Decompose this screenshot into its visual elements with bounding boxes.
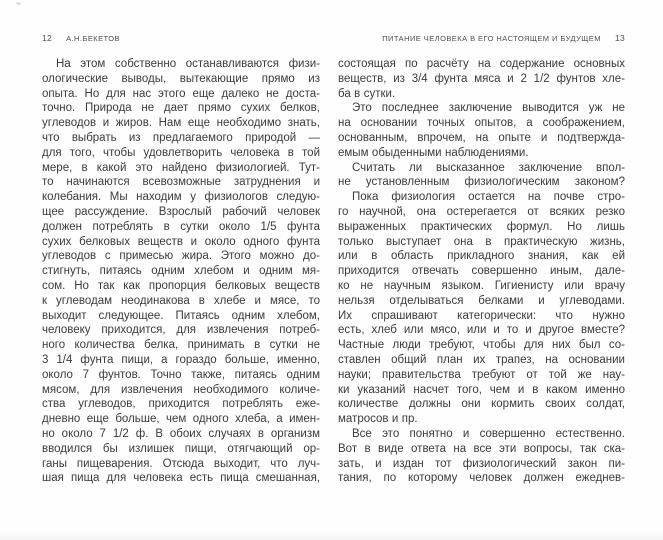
right-page-number: 13 [614,33,625,43]
text-line: щее рассуждение. Взрослый рабочий человек [42,205,320,218]
text-line: ного количества белка, принимать в сутки не [42,339,320,352]
text-line: ологические выводы, вытекающие прямо из [42,72,320,85]
text-line: На этом собственно останавливаются физи- [56,58,320,70]
text-line: есть, хлеб или мясо, или и то и другое вместе? [338,324,625,337]
text-line: емым обыденными наблюдениями. [338,146,529,159]
bottom-shadow-decoration [0,530,663,540]
text-line: Пока физиология остается на почве стро- [352,191,625,204]
text-line: к углеводам неодинакова в хлебе и мясе, то [42,294,320,307]
text-line: углеводов и жиров. Нам еще необходимо знать, [42,117,320,130]
text-line: колебания. Мы находим у физиологов следую- [42,191,320,204]
text-line: на основании точных опытов, а соображением, [338,117,625,130]
right-running-header [338,33,625,42]
left-page-number: 12 [42,33,53,43]
text-line: стигнуть, питаясь одним хлебом и одним мя- [42,265,320,278]
text-line: Их спрашивают категорически: что нужно [338,309,625,322]
text-line: матросов и пр. [338,413,418,426]
scan-speck-decoration [16,1,22,6]
text-line: ко не научным языком. Гигиенисту или врачу [338,279,625,292]
text-line: выраженных практических формул. Но лишь [338,220,625,233]
text-line: тания, по которому человек должен ежеднев- [338,472,625,485]
text-line: не установленным физиологическим законом? [338,176,625,189]
text-line: ства углеводов, приходится потреблять еже- [42,398,320,411]
text-line: количестве должны они кормить своих солдат, [338,398,625,411]
text-line: человеку приходится, для извлечения потреб- [42,324,320,337]
text-line: ки указаний насчет того, чем и в каком именно [338,383,625,396]
text-line: ганы пищеварения. Отсюда выходит, что луч- [42,457,320,470]
text-line: сом. Но так как пропорция белковых веществ [42,279,320,292]
text-line: вводился бы излишек пищи, отягчающий ор- [42,442,320,455]
left-running-title: А.Н.БЕКЕТОВ [66,34,120,43]
text-line: науки; правительства требуют от той же нау- [338,368,625,381]
right-running-title: ПИТАНИЕ ЧЕЛОВЕКА В ЕГО НАСТОЯЩЕМ И БУДУЩЕМ [382,34,601,43]
text-line: Вот в виде ответа на все эти вопросы, так ска- [338,442,625,455]
text-line: сухих белковых веществ и около одного фунта [42,235,320,248]
text-line: углеводов с примесью жира. Этого можно до- [42,250,320,263]
text-line: точно. Природа не дает прямо сухих белков, [42,102,320,115]
left-running-header [42,33,320,42]
text-line: мере, в какой это найдено физиологией. Тут- [42,161,320,174]
text-line: Частные люди требуют, чтобы для них был со- [338,339,625,352]
text-line: нельзя отделываться белками и углеводами. [338,294,625,307]
text-line: дневно еще больше, чем одного хлеба, а имен- [42,413,320,426]
text-line: выходит следующее. Питаясь одним хлебом, [42,309,320,322]
text-line: Это последнее заключение выводится уж не [352,102,625,115]
text-line: должен потреблять в сутки около 1/5 фунта [42,220,320,233]
text-line: только выступает она в практическую жизнь, [338,235,625,248]
text-line: Считать ли высказанное заключение впол- [352,161,625,174]
text-line: 3 1/4 фунта пищи, а гораздо больше, именно, [42,353,320,366]
text-line: ставлен общий план их трапез, на основании [338,353,625,366]
left-page-text [42,57,320,486]
text-line: Все это понятно и совершенно естественно. [352,427,625,440]
text-line: ба в сутки. [338,87,396,100]
text-line: опыта. Но для нас этого еще далеко не доста- [42,87,320,100]
text-line: для того, чтобы удовлетворить человека в той [42,146,320,159]
text-line: то начинаются всевозможные затруднения и [42,176,320,189]
right-page-text [338,57,625,486]
right-page [338,33,625,486]
text-line: зать, и издан тот физиологический закон пи- [338,457,625,470]
left-page [42,33,320,486]
text-line: но около 7 1/2 ф. В обоих случаях в организм [42,427,320,440]
text-line: или в область прикладного знания, как ей [338,250,625,263]
text-line: шая пища для человека есть пища смешанная, [42,472,320,485]
text-line: около 7 фунтов. Точно также, питаясь одним [42,368,320,381]
text-line: приходится отвечать совершенно иным, дале- [338,265,625,278]
text-line: состоящая по расчёту на содержание основных [338,58,625,70]
text-line: веществ, из 3/4 фунта мяса и 2 1/2 фунтов хле- [338,72,625,85]
text-line: мясом, для извлечения необходимого количе- [42,383,320,396]
text-line: что выбрать из предлагаемого природой — [42,131,320,144]
text-line: основанным, впрочем, на опыте и подтвержда- [338,131,625,144]
text-line: го научной, она остерегается от всяких резко [338,205,625,218]
